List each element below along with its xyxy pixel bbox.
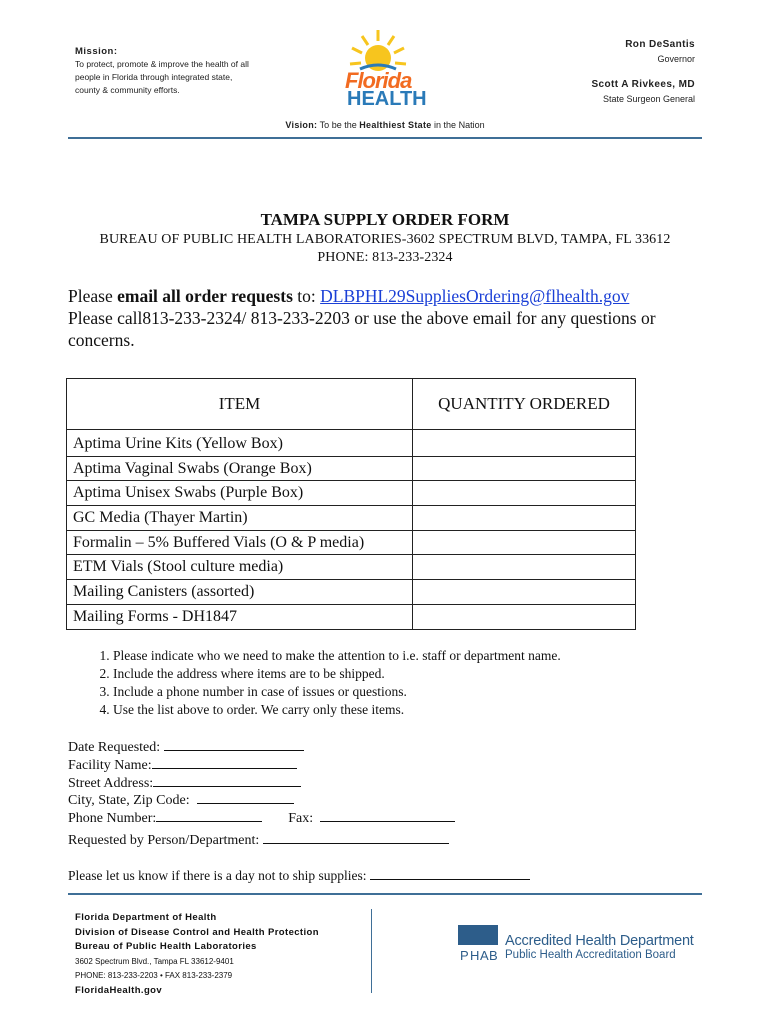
date-field[interactable] [164, 737, 304, 751]
footer-website: FloridaHealth.gov [75, 984, 163, 996]
quantity-cell[interactable] [413, 580, 636, 605]
footer-phone-fax: PHONE: 813-233-2203 • FAX 813-233-2379 [75, 971, 233, 980]
facility-label: Facility Name: [68, 757, 152, 773]
governor-title: Governor [657, 54, 695, 64]
table-header-row [67, 379, 636, 430]
form-title: TAMPA SUPPLY ORDER FORM [260, 210, 510, 229]
fax-label: Fax: [288, 811, 314, 827]
phab-subtitle: Public Health Accreditation Board [505, 949, 676, 961]
item-name: ETM Vials (Stool culture media) [67, 555, 413, 580]
table-row [67, 506, 636, 531]
list-item: 2. Include the address where items are to be shipped. [113, 665, 561, 683]
quantity-cell[interactable] [413, 481, 636, 506]
footer-vertical-divider [371, 909, 372, 993]
mission-statement [75, 45, 250, 97]
phab-letter: P [460, 948, 469, 963]
quantity-cell[interactable] [413, 555, 636, 580]
item-name: Mailing Canisters (assorted) [67, 580, 413, 605]
vision-bold: Healthiest State [359, 120, 432, 130]
logo-word-health: HEALTH [347, 88, 427, 110]
quantity-cell[interactable] [413, 604, 636, 629]
table-row [67, 481, 636, 506]
city-field[interactable] [197, 790, 294, 804]
phab-mark-icon [458, 925, 498, 965]
quantity-cell[interactable] [413, 506, 636, 531]
item-name: Aptima Urine Kits (Yellow Box) [67, 430, 413, 457]
item-name: Mailing Forms - DH1847 [67, 604, 413, 629]
officials [591, 38, 695, 106]
requester-fields [68, 737, 455, 848]
order-email-link[interactable]: DLBPHL29SuppliesOrdering@flhealth.gov [320, 286, 630, 306]
footer-divider [68, 893, 702, 895]
no-ship-field[interactable] [370, 866, 530, 880]
table-row [67, 604, 636, 629]
sun-icon [348, 28, 408, 72]
mission-label: Mission: [75, 46, 118, 57]
fax-field[interactable] [320, 808, 455, 822]
contact-instructions [68, 285, 708, 351]
footer-address [75, 911, 319, 998]
phone-field[interactable] [156, 808, 262, 822]
requested-by-label: Requested by Person/Department: [68, 832, 260, 848]
phab-logo [458, 925, 698, 970]
quantity-cell[interactable] [413, 530, 636, 555]
header-divider [68, 137, 702, 139]
governor-name: Ron DeSantis [625, 39, 695, 50]
list-item: 4. Use the list above to order. We carry only these items. [113, 701, 561, 719]
item-name: Formalin – 5% Buffered Vials (O & P media) [67, 530, 413, 555]
form-subtitle [0, 231, 770, 267]
quantity-column-header: QUANTITY ORDERED [413, 379, 636, 430]
footer-bureau: Bureau of Public Health Laboratories [75, 941, 257, 952]
phab-letter: B [489, 948, 498, 963]
bureau-address: BUREAU OF PUBLIC HEALTH LABORATORIES-3602 SPECTRUM BLVD, TAMPA, FL 33612 [99, 232, 671, 247]
contact-bold: email all order requests [117, 286, 293, 306]
street-label: Street Address: [68, 775, 154, 791]
mission-text: To protect, promote & improve the health of all people in Florida through integrated state, county & community efforts. [75, 59, 249, 95]
vision-label: Vision: [285, 120, 318, 130]
phab-letter: A [480, 948, 489, 963]
footer-street: 3602 Spectrum Blvd., Tampa FL 33612-9401 [75, 956, 234, 966]
vision-pre: To be the [317, 120, 360, 130]
surgeon-name: Scott A Rivkees, MD [591, 79, 695, 90]
phone-label: Phone Number: [68, 811, 157, 827]
item-name: Aptima Vaginal Swabs (Orange Box) [67, 456, 413, 481]
item-column-header: ITEM [67, 379, 413, 430]
list-item: 3. Include a phone number in case of issues or questions. [113, 683, 561, 701]
list-item: 1. Please indicate who we need to make the attention to i.e. staff or department name. [113, 647, 561, 665]
logo-word-florida: Florida [345, 68, 412, 93]
phab-letter: H [470, 948, 480, 963]
instructions-list [88, 647, 561, 719]
quantity-cell[interactable] [413, 430, 636, 457]
surgeon-title: State Surgeon General [602, 94, 695, 104]
table-row [67, 430, 636, 457]
no-ship-label: Please let us know if there is a day not to ship supplies: [68, 868, 367, 883]
street-field[interactable] [153, 773, 301, 787]
no-ship-day-note [68, 866, 530, 884]
vision-post: in the Nation [431, 120, 485, 130]
quantity-cell[interactable] [413, 456, 636, 481]
table-row [67, 580, 636, 605]
contact-mid: to: [292, 286, 321, 306]
table-row [67, 530, 636, 555]
item-name: GC Media (Thayer Martin) [67, 506, 413, 531]
contact-line2: Please call813-233-2324/ 813-233-2203 or use the above email for any questions or concerns. [68, 308, 656, 350]
requested-by-field[interactable] [263, 830, 449, 844]
footer-division: Division of Disease Control and Health Protection [75, 926, 319, 938]
florida-health-logo [343, 28, 427, 113]
order-table [66, 378, 636, 630]
date-label: Date Requested: [68, 740, 161, 755]
footer-dept: Florida Department of Health [75, 912, 217, 923]
facility-field[interactable] [152, 755, 297, 769]
bureau-phone: PHONE: 813-233-2324 [317, 250, 453, 265]
vision-statement [0, 120, 770, 130]
phab-title: Accredited Health Department [505, 933, 694, 949]
table-row [67, 555, 636, 580]
table-row [67, 456, 636, 481]
contact-pre: Please [68, 286, 118, 306]
city-label: City, State, Zip Code: [68, 793, 190, 809]
item-name: Aptima Unisex Swabs (Purple Box) [67, 481, 413, 506]
